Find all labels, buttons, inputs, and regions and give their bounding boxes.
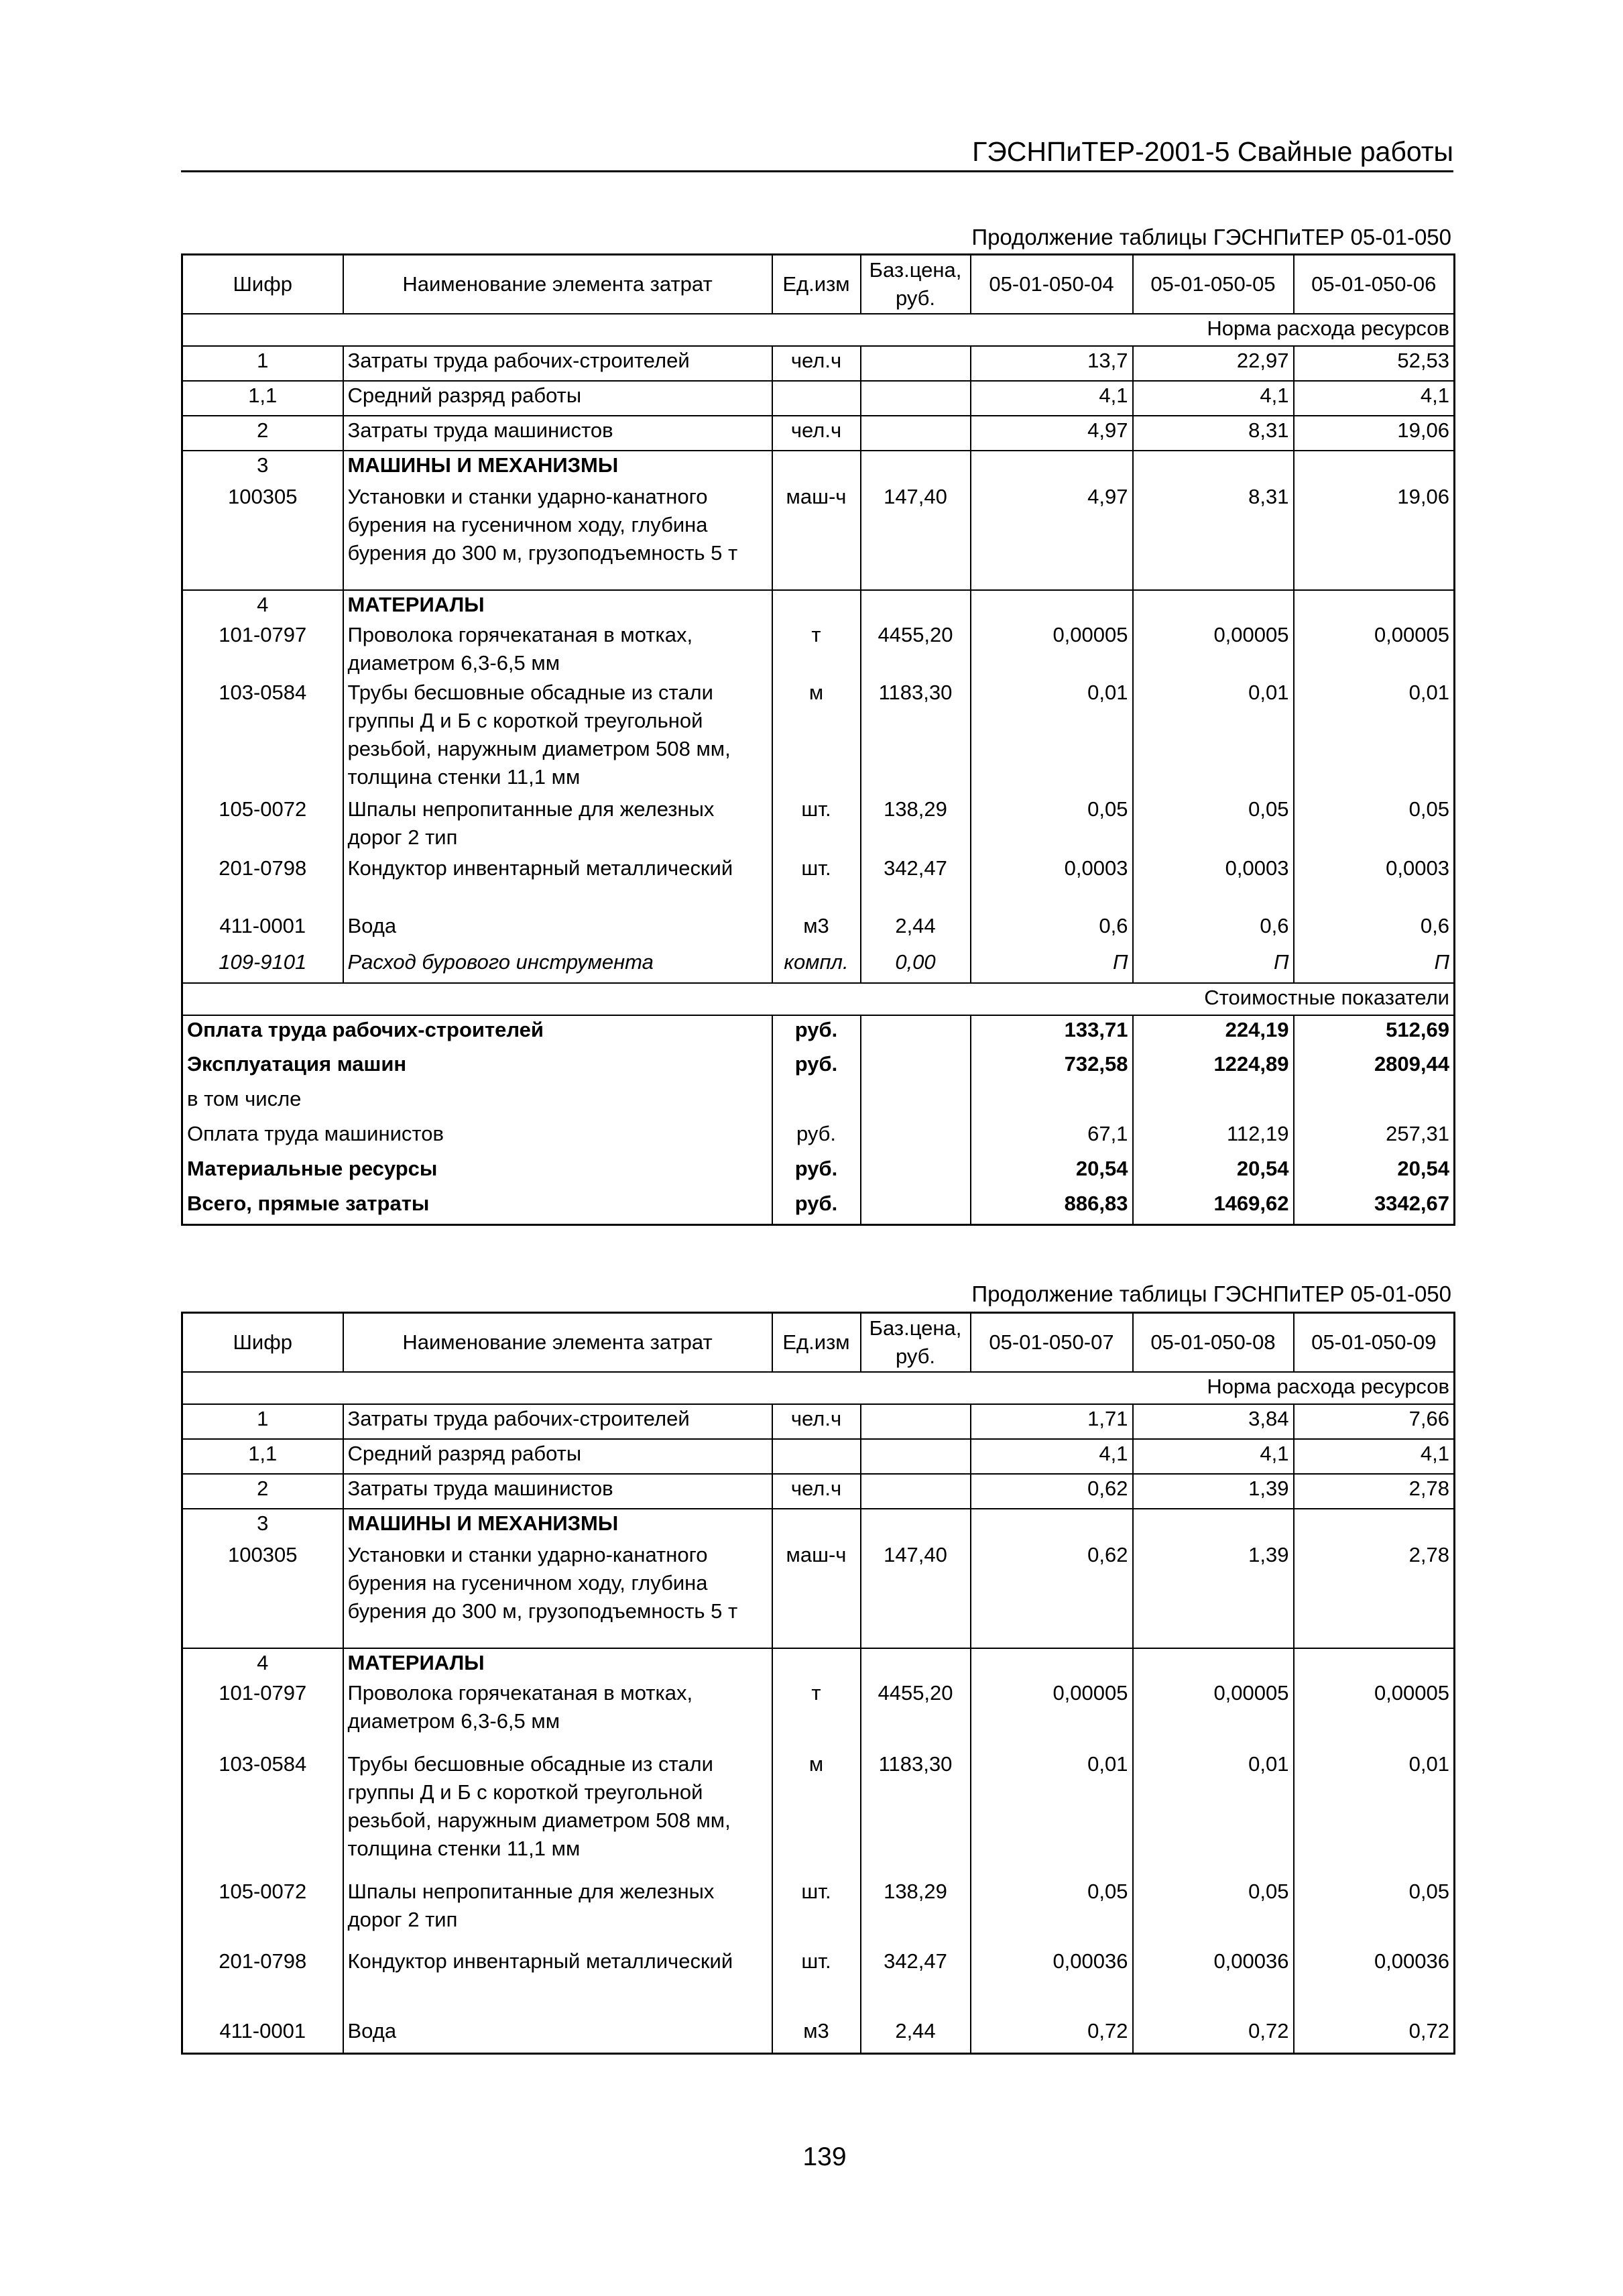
row-value: 0,72	[1408, 2019, 1449, 2043]
col-header-name: Наименование элемента затрат	[343, 1313, 772, 1373]
cost-value: 20,54	[1133, 1155, 1294, 1190]
row-price: 4455,20	[861, 1679, 971, 1750]
section-code: 3	[182, 451, 343, 483]
row-code: 2	[182, 1474, 343, 1509]
cost-value	[971, 1085, 1133, 1120]
cost-band: Стоимостные показатели	[1204, 986, 1449, 1009]
row-value: 4,1	[1420, 384, 1449, 407]
cost-row	[182, 1015, 1455, 1050]
row-value: 0,0003	[1133, 854, 1294, 912]
section-code: 3	[182, 1509, 343, 1541]
row-unit: м	[772, 679, 861, 795]
row-unit	[772, 381, 861, 416]
cost-unit	[772, 1085, 861, 1120]
row-code: 201-0798	[182, 1947, 343, 2017]
row-value: 4,1	[1420, 1442, 1449, 1465]
cost-row	[182, 1120, 1455, 1155]
row-price: 138,29	[861, 795, 971, 854]
col-header-unit: Ед.изм	[772, 1313, 861, 1373]
row-unit	[772, 1439, 861, 1474]
row-price: 2,44	[861, 912, 971, 948]
row-name: Средний разряд работы	[343, 1439, 772, 1474]
row-value: 0,00005	[1133, 1679, 1294, 1750]
cost-value: 20,54	[971, 1155, 1133, 1190]
row-value: П	[1434, 950, 1449, 974]
row-value: 7,66	[1408, 1407, 1449, 1430]
row-price: 1183,30	[861, 1750, 971, 1878]
row-price	[861, 1404, 971, 1439]
table-row	[182, 679, 1455, 795]
row-unit: шт.	[772, 795, 861, 854]
row-value: 52,53	[1397, 349, 1449, 372]
cost-value: 257,31	[1386, 1122, 1449, 1145]
cost-name: Материальные ресурсы	[182, 1155, 772, 1190]
cost-unit: руб.	[772, 1190, 861, 1224]
row-unit: шт.	[772, 1947, 861, 2017]
section-title: МАТЕРИАЛЫ	[343, 1648, 772, 1679]
row-value: 0,00036	[971, 1947, 1133, 2017]
row-value: 0,05	[1408, 797, 1449, 821]
table1-continuation-caption: Продолжение таблицы ГЭСНПиТЕР 05-01-050	[971, 225, 1451, 249]
row-price: 342,47	[861, 1947, 971, 2017]
row-value: 0,05	[1133, 1878, 1294, 1947]
row-value: 0,0003	[1386, 856, 1449, 880]
cost-name: Оплата труда рабочих-строителей	[182, 1015, 772, 1050]
row-name: Затраты труда рабочих-строителей	[343, 1404, 772, 1439]
row-value: 1,39	[1133, 1474, 1294, 1509]
row-price: 138,29	[861, 1878, 971, 1947]
col-header-norm-05: 05-01-050-05	[1133, 255, 1294, 314]
col-header-unit: Ед.изм	[772, 255, 861, 314]
cost-value: 224,19	[1133, 1015, 1294, 1050]
row-price: 342,47	[861, 854, 971, 912]
cost-name: Всего, прямые затраты	[182, 1190, 772, 1224]
table-row	[182, 912, 1455, 948]
row-unit: м3	[772, 2017, 861, 2053]
row-name: Расход бурового инструмента	[343, 948, 772, 983]
table-row	[182, 416, 1455, 451]
cost-value	[1133, 1085, 1294, 1120]
row-unit: м3	[772, 912, 861, 948]
table2-continuation-caption: Продолжение таблицы ГЭСНПиТЕР 05-01-050	[971, 1281, 1451, 1306]
row-value: 4,97	[971, 416, 1133, 451]
table-row	[182, 1679, 1455, 1750]
cost-row	[182, 1050, 1455, 1085]
row-code: 1,1	[182, 381, 343, 416]
row-value: 0,01	[971, 679, 1133, 795]
cost-value: 886,83	[971, 1190, 1133, 1224]
cost-unit: руб.	[772, 1050, 861, 1085]
row-name: Вода	[343, 912, 772, 948]
row-value: 3,84	[1133, 1404, 1294, 1439]
row-code: 105-0072	[182, 1878, 343, 1947]
table1-norms	[181, 253, 1455, 1226]
row-value: 19,06	[1397, 418, 1449, 442]
row-code: 1	[182, 1404, 343, 1439]
row-value: 0,00036	[1374, 1949, 1449, 1973]
section-title: МАШИНЫ И МЕХАНИЗМЫ	[343, 451, 772, 483]
row-name: Затраты труда машинистов	[343, 1474, 772, 1509]
row-unit: компл.	[772, 948, 861, 983]
row-value: 0,6	[1420, 914, 1449, 937]
section-row-materials	[182, 1648, 1455, 1679]
cost-value: 3342,67	[1374, 1192, 1449, 1215]
row-name: Затраты труда машинистов	[343, 416, 772, 451]
norm-band: Норма расхода ресурсов	[1207, 317, 1449, 340]
row-code: 109-9101	[182, 948, 343, 983]
row-price: 2,44	[861, 2017, 971, 2053]
row-value: 4,1	[971, 381, 1133, 416]
cost-value: 133,71	[971, 1015, 1133, 1050]
row-value: 0,01	[1133, 679, 1294, 795]
table-row	[182, 795, 1455, 854]
row-value: 0,01	[971, 1750, 1133, 1878]
row-value: 0,00005	[971, 1679, 1133, 1750]
table-row	[182, 381, 1455, 416]
row-name: Затраты труда рабочих-строителей	[343, 346, 772, 381]
row-code: 100305	[182, 1541, 343, 1648]
row-unit: т	[772, 621, 861, 679]
table-row	[182, 854, 1455, 912]
row-unit: чел.ч	[772, 416, 861, 451]
table-row	[182, 621, 1455, 679]
row-value: 0,00005	[1133, 621, 1294, 679]
row-value: 19,06	[1397, 485, 1449, 508]
section-row-materials	[182, 590, 1455, 621]
col-header-norm-06: 05-01-050-06	[1311, 272, 1437, 296]
row-code: 105-0072	[182, 795, 343, 854]
row-value: 22,97	[1133, 346, 1294, 381]
row-price: 4455,20	[861, 621, 971, 679]
row-value: 0,01	[1408, 1752, 1449, 1776]
table-row	[182, 1750, 1455, 1878]
table-row	[182, 948, 1455, 983]
row-code: 2	[182, 416, 343, 451]
row-name: Установки и станки ударно-канатного бурения на гусеничном ходу, глубина бурения до 300 м, грузоподъемность 5 т	[343, 483, 772, 590]
row-value: 0,0003	[971, 854, 1133, 912]
row-value: 0,05	[1133, 795, 1294, 854]
row-price: 147,40	[861, 483, 971, 590]
table-row	[182, 1947, 1455, 2017]
row-value: 0,01	[1133, 1750, 1294, 1878]
table-row	[182, 483, 1455, 590]
row-code: 103-0584	[182, 1750, 343, 1878]
row-price: 1183,30	[861, 679, 971, 795]
table-row	[182, 1404, 1455, 1439]
row-value: 4,1	[971, 1439, 1133, 1474]
row-unit: шт.	[772, 854, 861, 912]
row-price	[861, 416, 971, 451]
col-header-code: Шифр	[182, 1313, 343, 1373]
cost-row	[182, 1085, 1455, 1120]
row-unit: м	[772, 1750, 861, 1878]
cost-name: Оплата труда машинистов	[182, 1120, 772, 1155]
row-value: 0,01	[1408, 681, 1449, 704]
row-name: Трубы бесшовные обсадные из стали группы Д и Б с короткой треугольной резьбой, наружным диаметром 508 мм, толщина стенки 11,1 мм	[343, 1750, 772, 1878]
row-price: 147,40	[861, 1541, 971, 1648]
cost-unit: руб.	[772, 1155, 861, 1190]
row-value: 13,7	[971, 346, 1133, 381]
col-header-norm-09: 05-01-050-09	[1311, 1330, 1437, 1354]
row-name: Проволока горячекатаная в мотках, диаметром 6,3-6,5 мм	[343, 1679, 772, 1750]
row-value: 2,78	[1408, 1543, 1449, 1566]
row-price	[861, 1474, 971, 1509]
row-value: 2,78	[1408, 1477, 1449, 1500]
cost-unit: руб.	[772, 1015, 861, 1050]
cost-name: в том числе	[182, 1085, 772, 1120]
cost-value: 112,19	[1133, 1120, 1294, 1155]
row-price	[861, 346, 971, 381]
row-code: 1	[182, 346, 343, 381]
col-header-norm-08: 05-01-050-08	[1133, 1313, 1294, 1373]
cost-value: 1469,62	[1133, 1190, 1294, 1224]
row-name: Установки и станки ударно-канатного бурения на гусеничном ходу, глубина бурения до 300 м, грузоподъемность 5 т	[343, 1541, 772, 1648]
row-unit: чел.ч	[772, 1404, 861, 1439]
row-value: П	[1133, 948, 1294, 983]
row-value: 0,6	[971, 912, 1133, 948]
row-value: 0,00036	[1133, 1947, 1294, 2017]
row-code: 101-0797	[182, 621, 343, 679]
cost-value: 512,69	[1386, 1018, 1449, 1041]
row-value: 4,97	[971, 483, 1133, 590]
row-name: Кондуктор инвентарный металлический	[343, 854, 772, 912]
section-code: 4	[182, 1648, 343, 1679]
cost-value: 20,54	[1397, 1157, 1449, 1180]
row-unit: шт.	[772, 1878, 861, 1947]
cost-value: 1224,89	[1133, 1050, 1294, 1085]
row-value: 0,05	[971, 795, 1133, 854]
cost-value: 2809,44	[1374, 1052, 1449, 1076]
row-value: 8,31	[1133, 416, 1294, 451]
row-value: 0,72	[971, 2017, 1133, 2053]
section-row-machines	[182, 1509, 1455, 1541]
row-value: 4,1	[1133, 1439, 1294, 1474]
cost-value	[1294, 1085, 1455, 1120]
row-name: Средний разряд работы	[343, 381, 772, 416]
row-value: П	[971, 948, 1133, 983]
row-value: 0,6	[1133, 912, 1294, 948]
row-unit: маш-ч	[772, 1541, 861, 1648]
table2-norms	[181, 1312, 1455, 2055]
row-name: Проволока горячекатаная в мотках, диаметром 6,3-6,5 мм	[343, 621, 772, 679]
cost-name: Эксплуатация машин	[182, 1050, 772, 1085]
row-unit: т	[772, 1679, 861, 1750]
table-row	[182, 346, 1455, 381]
section-code: 4	[182, 590, 343, 621]
running-title: ГЭСНПиТЕР-2001-5 Свайные работы	[972, 136, 1453, 167]
col-header-price: Баз.цена, руб.	[861, 1313, 971, 1373]
row-name: Шпалы непропитанные для железных дорог 2 тип	[343, 795, 772, 854]
row-unit: чел.ч	[772, 1474, 861, 1509]
section-row-machines	[182, 451, 1455, 483]
table-row	[182, 1474, 1455, 1509]
table-row	[182, 1541, 1455, 1648]
col-header-norm-04: 05-01-050-04	[971, 255, 1133, 314]
row-name: Вода	[343, 2017, 772, 2053]
col-header-price: Баз.цена, руб.	[861, 255, 971, 314]
cost-value: 732,58	[971, 1050, 1133, 1085]
row-price	[861, 1439, 971, 1474]
row-value: 0,00005	[1374, 623, 1449, 646]
section-title: МАШИНЫ И МЕХАНИЗМЫ	[343, 1509, 772, 1541]
row-unit: маш-ч	[772, 483, 861, 590]
row-value: 0,00005	[1374, 1681, 1449, 1705]
col-header-name: Наименование элемента затрат	[343, 255, 772, 314]
col-header-norm-07: 05-01-050-07	[971, 1313, 1133, 1373]
row-value: 1,71	[971, 1404, 1133, 1439]
row-value: 0,72	[1133, 2017, 1294, 2053]
cost-row	[182, 1190, 1455, 1224]
row-name: Кондуктор инвентарный металлический	[343, 1947, 772, 2017]
row-unit: чел.ч	[772, 346, 861, 381]
row-value: 0,05	[971, 1878, 1133, 1947]
row-code: 103-0584	[182, 679, 343, 795]
row-value: 1,39	[1133, 1541, 1294, 1648]
row-value: 0,62	[971, 1541, 1133, 1648]
row-value: 4,1	[1133, 381, 1294, 416]
row-value: 0,05	[1408, 1880, 1449, 1903]
row-value: 0,62	[971, 1474, 1133, 1509]
row-code: 101-0797	[182, 1679, 343, 1750]
table-row	[182, 2017, 1455, 2053]
row-value: 8,31	[1133, 483, 1294, 590]
page-number: 139	[802, 2142, 847, 2171]
row-code: 1,1	[182, 1439, 343, 1474]
section-title: МАТЕРИАЛЫ	[343, 590, 772, 621]
cost-unit: руб.	[772, 1120, 861, 1155]
row-value: 0,00005	[971, 621, 1133, 679]
row-name: Шпалы непропитанные для железных дорог 2 тип	[343, 1878, 772, 1947]
cost-value: 67,1	[971, 1120, 1133, 1155]
row-code: 411-0001	[182, 912, 343, 948]
row-name: Трубы бесшовные обсадные из стали группы Д и Б с короткой треугольной резьбой, наружным диаметром 508 мм, толщина стенки 11,1 мм	[343, 679, 772, 795]
col-header-code: Шифр	[182, 255, 343, 314]
row-code: 100305	[182, 483, 343, 590]
row-price	[861, 381, 971, 416]
row-price: 0,00	[861, 948, 971, 983]
table-row	[182, 1439, 1455, 1474]
row-code: 201-0798	[182, 854, 343, 912]
cost-row	[182, 1155, 1455, 1190]
row-code: 411-0001	[182, 2017, 343, 2053]
header-rule	[181, 170, 1453, 172]
table-row	[182, 1878, 1455, 1947]
norm-band: Норма расхода ресурсов	[1207, 1375, 1449, 1398]
